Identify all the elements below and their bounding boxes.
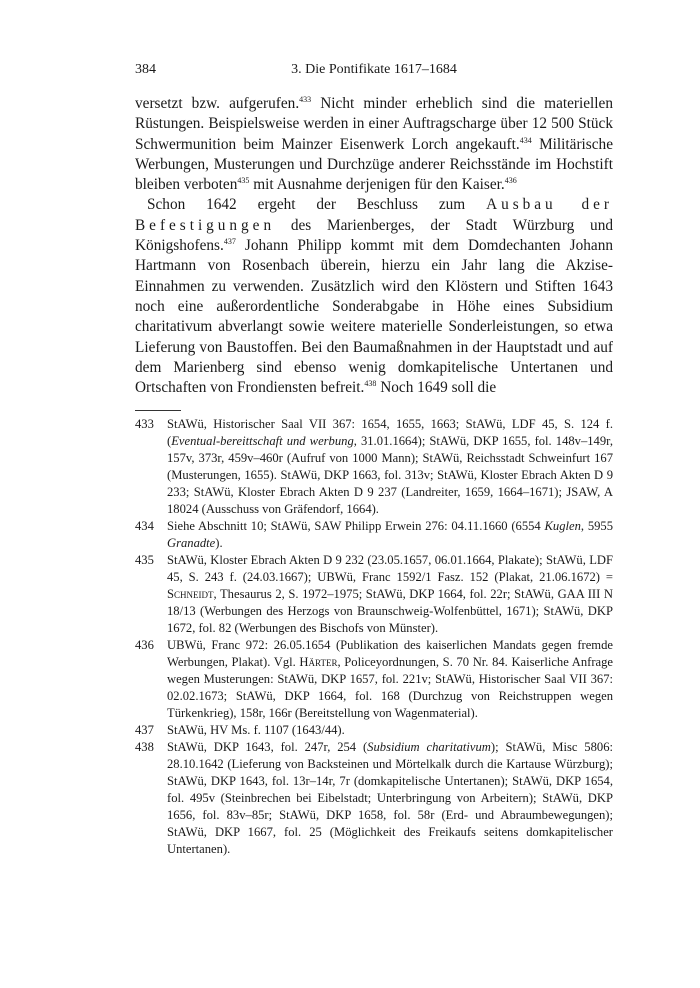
footnote-number: 437 — [135, 723, 154, 737]
footnote-ref-433[interactable]: 433 — [299, 95, 312, 104]
text-run: StAWü, Kloster Ebrach Akten D 9 232 (23.05.1657, 06.01.1664, Plakate); StAWü, LDF 45, S. 243 f. (24.03.1667); UBWü, Franc 1592/1 Fasz. 152 (Plakat, 21.06.1672) = — [167, 553, 613, 584]
footnote-text — [167, 552, 613, 637]
footnote-ref-438[interactable]: 438 — [364, 379, 377, 389]
text-run: Siehe Abschnitt 10; StAWü, SAW Philipp Erwein 276: 04.11.1660 (6554 — [167, 519, 545, 533]
spaced-emphasis: Ausbau der Befestigungen — [135, 196, 613, 234]
footnote-separator — [135, 410, 181, 411]
footnote-ref-436[interactable]: 436 — [504, 176, 517, 186]
italic-run: Subsidium charitativum — [367, 740, 491, 754]
running-title: 3. Die Pontifikate 1617–1684 — [291, 62, 457, 77]
text-run: des Marienberges, der Stadt Würzburg und Königshofens. — [135, 216, 613, 255]
page-header — [135, 62, 613, 82]
text-run: StAWü, Historischer Saal VII 367: 1654, 1655, 1663; StAWü, LDF 45, S. 124 f. ( — [167, 417, 613, 448]
italic-run: Granadte — [167, 536, 216, 550]
footnote-436 — [135, 637, 613, 722]
text-run: Nicht minder erheblich sind die materiellen Rüstungen. Beispielsweise werden in einer Auftragscharge über 12 500 Stück Schwermunition beim Mainzer Eisenwerk Lorch angekauft. — [135, 95, 613, 153]
text-run: UBWü, Franc 972: 26.05.1654 (Publikation des kaiserlichen Mandats gegen fremde Werbungen, Plakat). Vgl. — [167, 638, 613, 669]
italic-run: Kuglen — [544, 519, 581, 533]
footnote-ref-437[interactable]: 437 — [223, 237, 236, 247]
footnote-text — [167, 416, 613, 518]
italic-run: Eventual-bereittschaft und werbung — [171, 434, 354, 448]
footnote-number: 435 — [135, 553, 154, 567]
text-run: ); StAWü, Misc 5806: 28.10.1642 (Lieferung von Backsteinen und Mörtelkalk durch die Kartause Würzburg); StAWü, DKP 1643, fol. 13r–14r, 7r (domkapitelische Untertanen); StAWü, DKP 1654, fol. 495v (Steinbrechen bei Eibelstadt; Unterbringung von Arbeitern); StAWü, DKP 1656, fol. 83v–85r; StAWü, DKP 1658, fol. 58r (Erd- und Abraumbewegungen); StAWü, DKP 1667, fol. 25 (Möglichkeit des Freikaufs seitens domkapitelischer Untertanen). — [167, 740, 613, 856]
footnote-434 — [135, 518, 613, 552]
text-run: , 5955 — [580, 519, 613, 533]
page-number: 384 — [135, 62, 156, 77]
footnote-438 — [135, 739, 613, 858]
text-run: versetzt bzw. aufgerufen. — [135, 95, 300, 112]
footnote-text — [167, 739, 613, 858]
paragraph-1 — [135, 94, 613, 195]
footnote-435 — [135, 552, 613, 637]
author-name: Schneidt — [167, 587, 214, 601]
footnote-437 — [135, 722, 613, 739]
footnote-ref-435[interactable]: 435 — [237, 176, 250, 186]
text-run: Johann Philipp kommt mit dem Domdechanten Johann Hartmann von Rosenbach überein, hierzu ein Jahr lang die Akzise-Einnahmen zu verwenden. Zusätzlich wird den Klöstern und Stiften 1643 noch eine außerordentliche Sonderabgabe in Höhe eines Subsidium charitativum abverlangt sowie weitere materielle Sonderleistungen, so etwa Lieferung von Baustoffen. Bei den Baumaßnahmen in der Hauptstadt und auf dem Marienberg sind ebenso wenig domkapitelische Untertanen und Ortschaften von Frondiensten befreit. — [135, 237, 613, 397]
footnote-number: 438 — [135, 740, 154, 754]
text-run: , 31.01.1664); StAWü, DKP 1655, fol. 148v–149r, 157v, 373r, 459v–460r (Aufruf von 1000 Mann); StAWü, Reichsstadt Schweinfurt 167 (Musterungen, 1655). StAWü, DKP 1663, fol. 313v; StAWü, Kloster Ebrach Akten D 9 233; StAWü, Kloster Ebrach Akten D 9 237 (Landreiter, 1659, 1664–1671); JSAW, A 18024 (Ausschuss von Gräfendorf, 1664). — [167, 434, 613, 516]
text-run: StAWü, DKP 1643, fol. 247r, 254 ( — [167, 740, 368, 754]
text-run: ). — [215, 536, 223, 550]
footnote-number: 436 — [135, 638, 154, 652]
text-run: Militärische Werbungen, Musterungen und Durchzüge anderer Reichsstände im Hochstift bleiben verboten — [135, 135, 613, 194]
footnote-text — [167, 722, 613, 739]
text-run: , Thesaurus 2, S. 1972–1975; StAWü, DKP 1664, fol. 22r; StAWü, GAA III N 18/13 (Werbungen des Herzogs von Braunschweig-Wolfenbüttel, 1671); StAWü, DKP 1672, fol. 82 (Werbungen des Bischofs von Münster). — [167, 587, 613, 635]
text-run: , Policeyordnungen, S. 70 Nr. 84. Kaiserliche Anfrage wegen Musterungen: StAWü, DKP 1657, fol. 221v; StAWü, Historischer Saal VII 367: 02.02.1673; StAWü, DKP 1664, fol. 168 (Durchzug von Reichstruppen wegen Türkenkrieg), 158r, 166r (Bereitstellung von Wagenmaterial). — [167, 655, 613, 720]
text-run: mit Ausnahme derjenigen für den Kaiser. — [249, 176, 505, 194]
text-run: StAWü, HV Ms. f. 1107 (1643/44). — [167, 723, 345, 737]
footnote-433 — [135, 416, 613, 518]
footnotes — [135, 416, 613, 858]
footnote-text — [167, 637, 613, 722]
text-run: Noch 1649 soll die — [376, 379, 497, 397]
author-name: Härter — [299, 655, 338, 669]
footnote-ref-434[interactable]: 434 — [519, 135, 532, 145]
footnote-number: 433 — [135, 417, 154, 431]
main-text — [135, 94, 613, 398]
footnote-number: 434 — [135, 519, 154, 533]
footnote-text — [167, 518, 613, 552]
text-run: Schon 1642 ergeht der Beschluss zum — [147, 196, 487, 214]
paragraph-2 — [135, 195, 613, 398]
